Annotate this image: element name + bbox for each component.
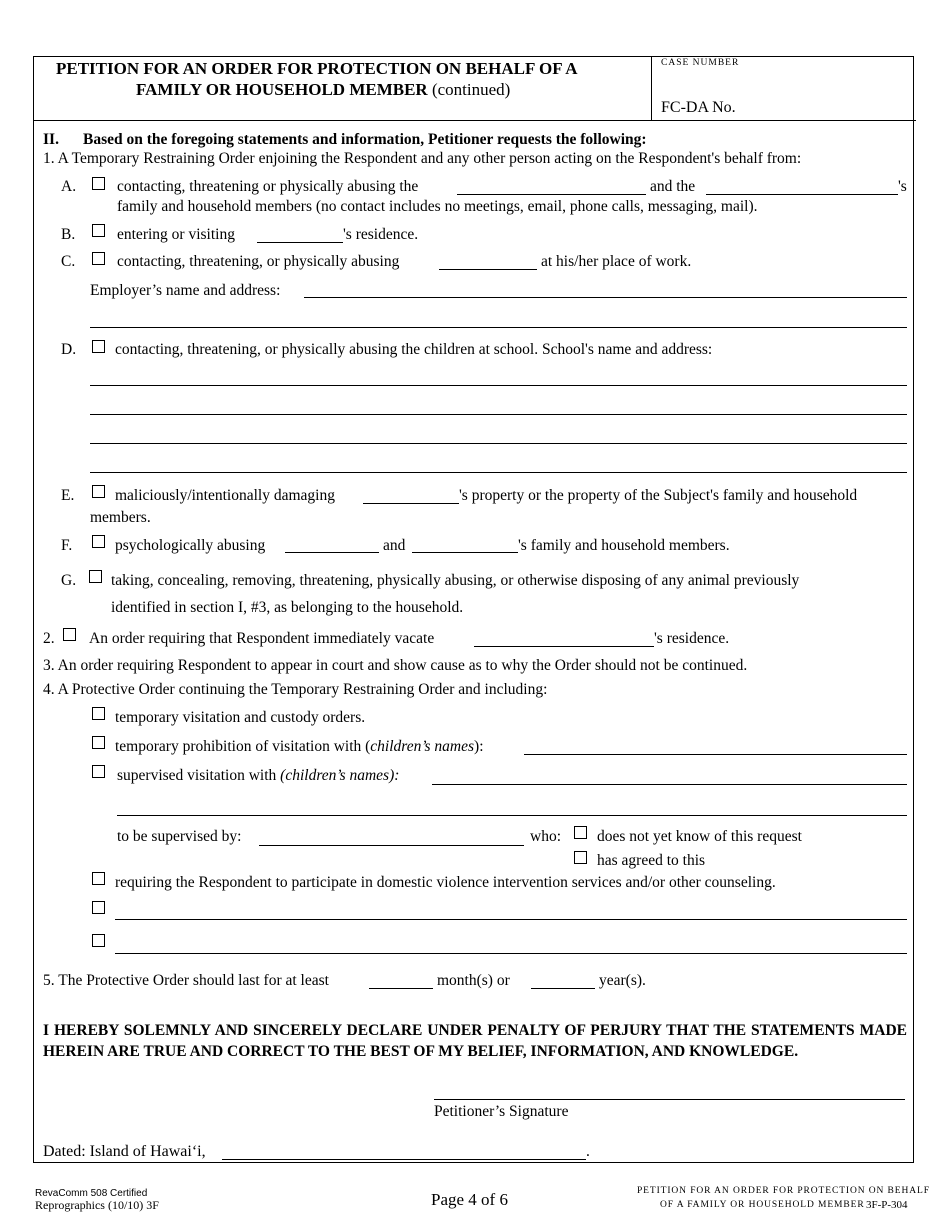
item-c-text2: at his/her place of work. — [541, 253, 692, 270]
who-option2-text: has agreed to this — [597, 852, 706, 869]
item-a-blank1[interactable] — [457, 194, 646, 195]
item-e-line2: members. — [90, 509, 151, 526]
opt-prohibition-end: ): — [474, 738, 484, 755]
item-a-line2: family and household members (no contact includes no meetings, email, phone calls, messaging, mail). — [117, 198, 758, 215]
item-a-text2: and the — [650, 178, 696, 195]
item-b-text1: entering or visiting — [117, 226, 235, 243]
other-2-blank[interactable] — [115, 953, 907, 954]
checkbox-item-2[interactable] — [63, 628, 76, 641]
item-b-label: B. — [61, 226, 76, 243]
dated-label: Dated: Island of Hawai‘i, — [43, 1143, 206, 1160]
item-d-label: D. — [61, 341, 77, 358]
item-5-text-a: 5. The Protective Order should last for at least — [43, 972, 329, 989]
checkbox-other-2[interactable] — [92, 934, 105, 947]
school-line1[interactable] — [90, 385, 907, 386]
employer-line1[interactable] — [304, 297, 907, 298]
case-number-field[interactable]: FC-DA No. — [661, 99, 736, 116]
case-number-label: CASE NUMBER — [661, 58, 740, 68]
case-number-divider — [651, 56, 652, 121]
item-2-text1: An order requiring that Respondent immediately vacate — [89, 630, 435, 647]
footer-form-title1: PETITION FOR AN ORDER FOR PROTECTION ON BEHALF — [637, 1186, 930, 1196]
who-option1-text: does not yet know of this request — [597, 828, 802, 845]
checkbox-visitation-custody[interactable] — [92, 707, 105, 720]
signature-line[interactable] — [434, 1099, 905, 1100]
checkbox-c[interactable] — [92, 252, 105, 265]
item-c-blank[interactable] — [439, 269, 537, 270]
checkbox-intervention-services[interactable] — [92, 872, 105, 885]
item-g-line2: identified in section I, #3, as belonging to the household. — [111, 599, 464, 616]
item-c-label: C. — [61, 253, 76, 270]
item-a-text3: 's — [898, 178, 907, 195]
checkbox-a[interactable] — [92, 177, 105, 190]
checkbox-d[interactable] — [92, 340, 105, 353]
footer-form-title2: OF A FAMILY OR HOUSEHOLD MEMBER — [660, 1200, 865, 1210]
opt-supervised-text — [117, 767, 399, 785]
item-d-text: contacting, threatening, or physically abusing the children at school. School's name and address: — [115, 341, 713, 358]
footer-certified: RevaComm 508 Certified — [35, 1188, 148, 1199]
supervised-names-blank1[interactable] — [432, 784, 907, 785]
item-f-blank2[interactable] — [412, 552, 518, 553]
item-5-text-c: year(s). — [599, 972, 646, 989]
checkbox-prohibition-visitation[interactable] — [92, 736, 105, 749]
item-2-text2: 's residence. — [654, 630, 730, 647]
item-3-text: 3. An order requiring Respondent to appear in court and show cause as to why the Order should not be continued. — [43, 657, 748, 674]
years-blank[interactable] — [531, 988, 595, 989]
item-e-text2: 's property or the property of the Subject's family and household — [459, 487, 858, 504]
item-5-text-b: month(s) or — [437, 972, 510, 989]
checkbox-e[interactable] — [92, 485, 105, 498]
item-f-text3: 's family and household members. — [518, 537, 730, 554]
checkbox-g[interactable] — [89, 570, 102, 583]
item-g-text1: taking, concealing, removing, threatening, physically abusing, or otherwise disposing of any animal previously — [111, 572, 800, 589]
prohibition-names-blank[interactable] — [524, 754, 907, 755]
item-c-text1: contacting, threatening, or physically abusing — [117, 253, 400, 270]
section-heading: Based on the foregoing statements and information, Petitioner requests the following: — [83, 131, 647, 148]
other-1-blank[interactable] — [115, 919, 907, 920]
checkbox-has-agreed[interactable] — [574, 851, 587, 864]
checkbox-b[interactable] — [92, 224, 105, 237]
item-f-label: F. — [61, 537, 73, 554]
item-b-text2: 's residence. — [343, 226, 419, 243]
signature-label: Petitioner’s Signature — [434, 1103, 569, 1120]
checkbox-f[interactable] — [92, 535, 105, 548]
item-4-text: 4. A Protective Order continuing the Temporary Restraining Order and including: — [43, 681, 548, 698]
dated-end: . — [586, 1143, 590, 1160]
opt-supervised-start: supervised visitation with — [117, 767, 281, 784]
item-2-blank[interactable] — [474, 646, 654, 647]
opt-prohibition-text — [115, 738, 484, 756]
item-2-num: 2. — [43, 630, 55, 647]
form-title-line2 — [136, 80, 510, 100]
supervised-by-label: to be supervised by: — [117, 828, 242, 845]
opt-visitation-text: temporary visitation and custody orders. — [115, 709, 366, 726]
footer-form-number: 3F-P-304 — [866, 1199, 908, 1211]
opt-intervention-text: requiring the Respondent to participate in domestic violence intervention services and/or other counseling. — [115, 874, 776, 891]
form-title-bold: FAMILY OR HOUSEHOLD MEMBER — [136, 80, 428, 99]
section-number: II. — [43, 131, 59, 148]
item-1-text: 1. A Temporary Restraining Order enjoining the Respondent and any other person acting on the Respondent's behalf from: — [43, 150, 802, 167]
checkbox-does-not-know[interactable] — [574, 826, 587, 839]
item-e-blank[interactable] — [363, 503, 459, 504]
supervised-by-blank[interactable] — [259, 845, 524, 846]
footer-reprographics: Reprographics (10/10) 3F — [35, 1198, 159, 1212]
item-g-label: G. — [61, 572, 77, 589]
opt-prohibition-start: temporary prohibition of visitation with ( — [115, 738, 371, 755]
item-a-text1: contacting, threatening or physically abusing the — [117, 178, 419, 195]
checkbox-other-1[interactable] — [92, 901, 105, 914]
perjury-declaration: I HEREBY SOLEMNLY AND SINCERELY DECLARE UNDER PENALTY OF PERJURY THAT THE STATEMENTS MADE HEREIN ARE TRUE AND CORRECT TO THE BEST OF MY BELIEF, INFORMATION, AND KNOWLEDGE. — [43, 1022, 907, 1060]
form-title-line1: PETITION FOR AN ORDER FOR PROTECTION ON BEHALF OF A — [56, 59, 578, 78]
item-f-blank1[interactable] — [285, 552, 379, 553]
school-line2[interactable] — [90, 414, 907, 415]
item-b-blank[interactable] — [257, 242, 343, 243]
who-label: who: — [530, 828, 561, 845]
header-divider — [33, 120, 916, 121]
months-blank[interactable] — [369, 988, 433, 989]
item-f-text1: psychologically abusing — [115, 537, 266, 554]
item-a-label: A. — [61, 178, 77, 195]
opt-prohibition-italic: children’s names — [370, 738, 475, 755]
item-e-text1: maliciously/intentionally damaging — [115, 487, 335, 504]
form-title-continued: (continued) — [427, 80, 511, 99]
opt-supervised-italic: (children’s names): — [280, 767, 400, 784]
item-e-label: E. — [61, 487, 75, 504]
checkbox-supervised-visitation[interactable] — [92, 765, 105, 778]
item-a-blank2[interactable] — [706, 194, 898, 195]
item-f-text2: and — [383, 537, 406, 554]
employer-label: Employer’s name and address: — [90, 282, 281, 299]
employer-line2[interactable] — [90, 327, 907, 328]
dated-blank[interactable] — [222, 1159, 586, 1160]
school-line4[interactable] — [90, 472, 907, 473]
supervised-names-blank2[interactable] — [117, 815, 907, 816]
page-number: Page 4 of 6 — [431, 1190, 508, 1209]
school-line3[interactable] — [90, 443, 907, 444]
